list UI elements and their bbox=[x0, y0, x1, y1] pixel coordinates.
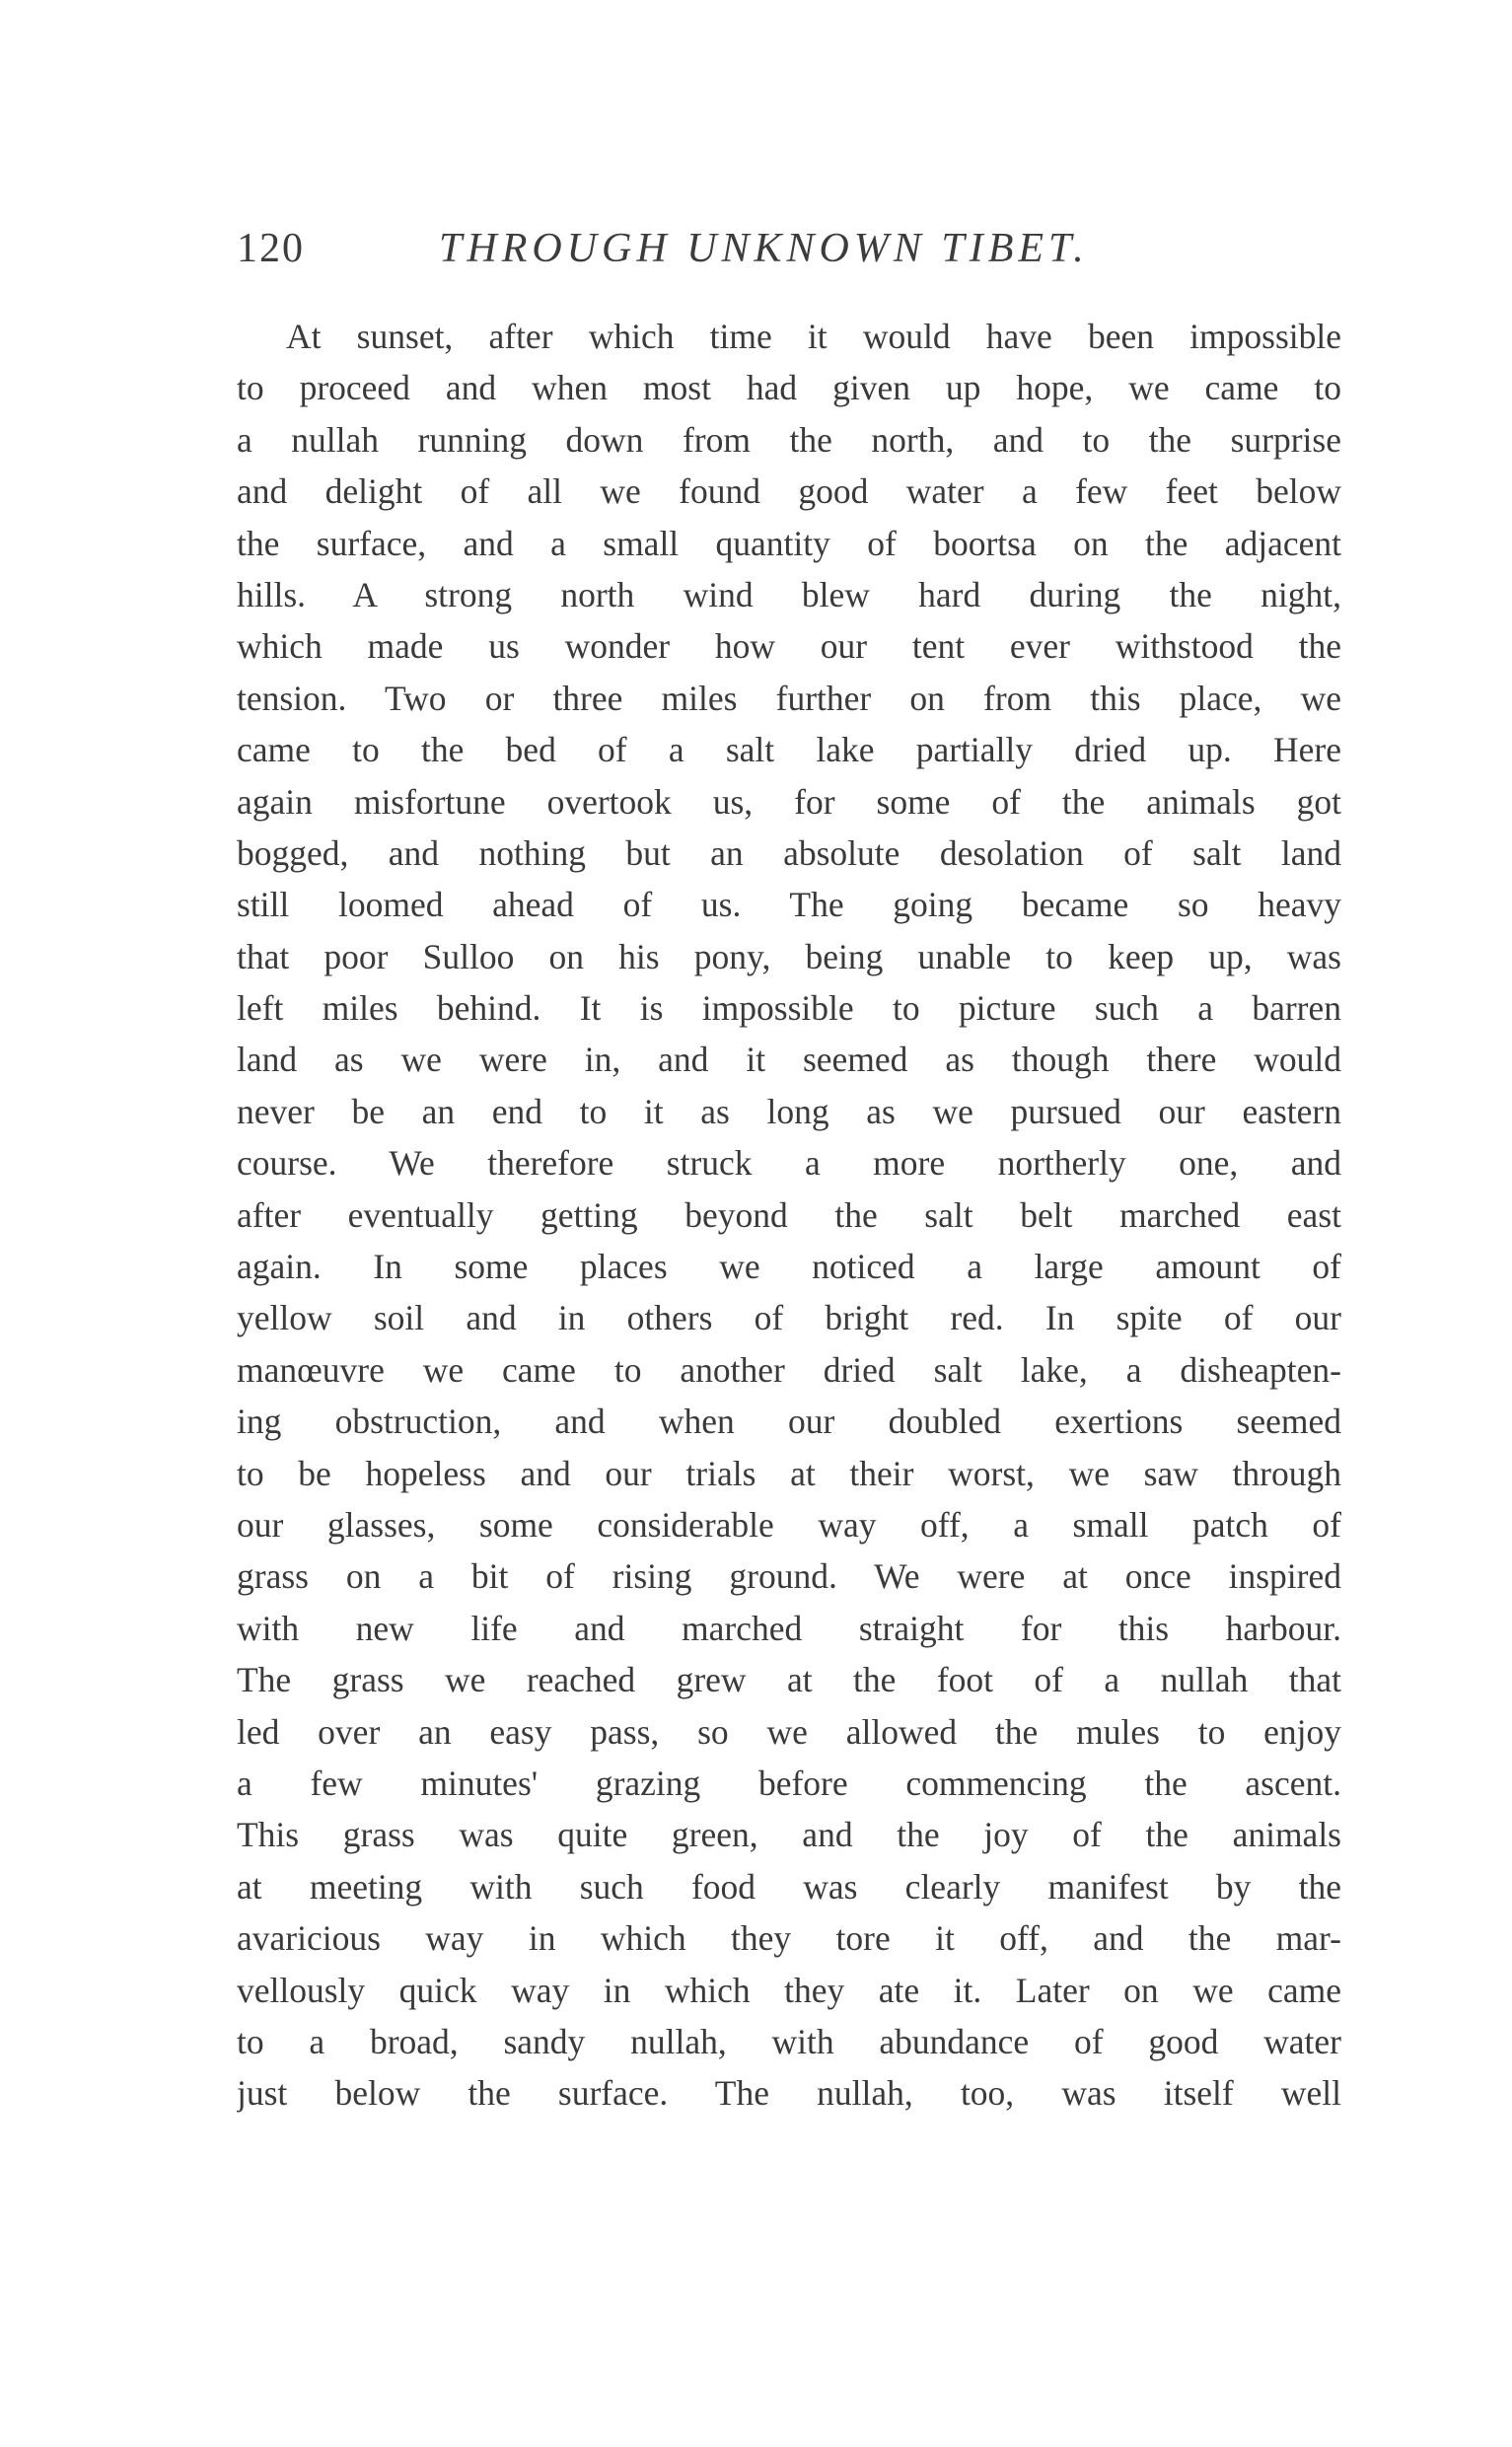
text-line: again. In some places we noticed a large amount of bbox=[237, 1247, 1341, 1287]
text-line: led over an easy pass, so we allowed the mules to enjoy bbox=[237, 1711, 1341, 1752]
body-text bbox=[237, 311, 1341, 2120]
text-line: never be an end to it as long as we pursued our eastern bbox=[237, 1091, 1341, 1131]
text-line: after eventually getting beyond the salt belt marched east bbox=[237, 1194, 1341, 1235]
text-line: to be hopeless and our trials at their worst, we saw through bbox=[237, 1453, 1341, 1493]
text-line: bogged, and nothing but an absolute desolation of salt land bbox=[237, 832, 1341, 873]
text-line: land as we were in, and it seemed as though there would bbox=[237, 1040, 1341, 1080]
running-head bbox=[237, 219, 1223, 278]
text-line: course. We therefore struck a more northerly one, and bbox=[237, 1143, 1341, 1184]
text-line: and delight of all we found good water a few feet below bbox=[237, 471, 1341, 512]
text-line: hills. A strong north wind blew hard during the night, bbox=[237, 574, 1341, 614]
text-line: tension. Two or three miles further on from this place, we bbox=[237, 678, 1341, 718]
text-line: again misfortune overtook us, for some of the animals got bbox=[237, 781, 1341, 822]
text-line: manœuvre we came to another dried salt lake, a disheарten- bbox=[237, 1349, 1341, 1390]
text-line: This grass was quite green, and the joy of the animals bbox=[237, 1815, 1341, 1855]
running-title: THROUGH UNKNOWN TIBET. bbox=[439, 226, 1089, 271]
text-line: vellously quick way in which they ate it. Later on we came bbox=[237, 1970, 1341, 2010]
text-line: yellow soil and in others of bright red. In spite of our bbox=[237, 1298, 1341, 1338]
text-line: that poor Sulloo on his pony, being unable to keep up, was bbox=[237, 936, 1341, 976]
text-line: with new life and marched straight for this harbour. bbox=[237, 1608, 1341, 1648]
text-line: just below the surface. The nullah, too, was itself well bbox=[237, 2073, 1341, 2114]
text-line: the surface, and a small quantity of boortsa on the adjacent bbox=[237, 523, 1341, 563]
text-line: at meeting with such food was clearly manifest by the bbox=[237, 1866, 1341, 1907]
text-line: a few minutes' grazing before commencing the ascent. bbox=[237, 1763, 1341, 1803]
text-line: At sunset, after which time it would have been impossible bbox=[286, 317, 1341, 356]
text-line: to a broad, sandy nullah, with abundance of good water bbox=[237, 2021, 1341, 2061]
text-line: ing obstruction, and when our doubled exertions seemed bbox=[237, 1402, 1341, 1442]
text-line: our glasses, some considerable way off, a small patch of bbox=[237, 1504, 1341, 1545]
text-line: to proceed and when most had given up hope, we came to bbox=[237, 368, 1341, 408]
text-line: The grass we reached grew at the foot of a nullah that bbox=[237, 1660, 1341, 1700]
text-line: a nullah running down from the north, and to the surprise bbox=[237, 419, 1341, 460]
text-line: grass on a bit of rising ground. We were at once inspired bbox=[237, 1556, 1341, 1597]
text-line: avaricious way in which they tore it off, and the mar- bbox=[237, 1918, 1341, 1959]
text-line: left miles behind. It is impossible to picture such a barren bbox=[237, 988, 1341, 1029]
text-line: still loomed ahead of us. The going became so heavy bbox=[237, 885, 1341, 925]
page-number: 120 bbox=[237, 226, 305, 271]
text-line: which made us wonder how our tent ever withstood the bbox=[237, 626, 1341, 667]
text-line: came to the bed of a salt lake partially dried up. Here bbox=[237, 730, 1341, 770]
